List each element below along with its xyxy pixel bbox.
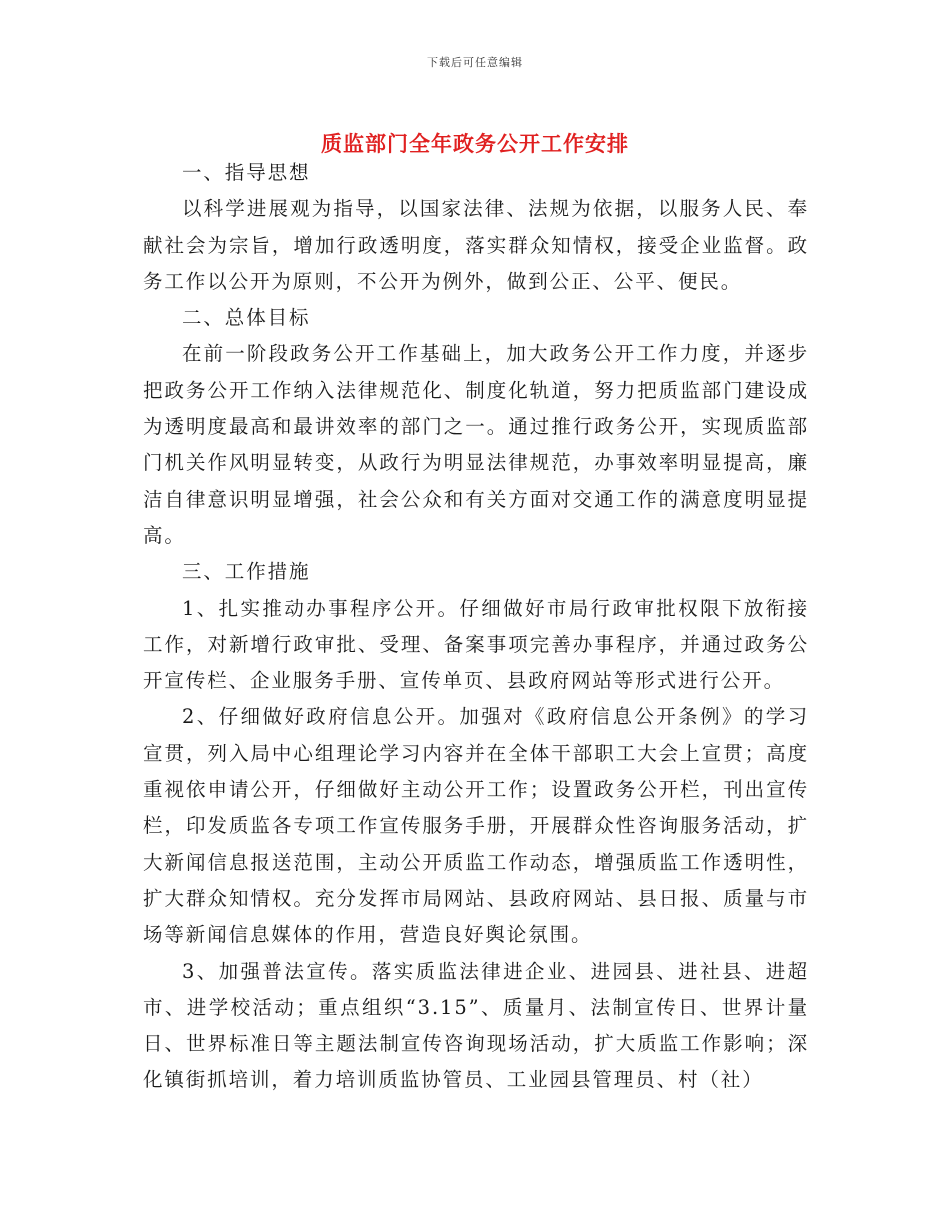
section-heading: 二、总体目标 [182,306,311,330]
paragraph: 在前一阶段政务公开工作基础上，加大政务公开工作力度，并逐步把政务公开工作纳入法律规范化、制度化轨道，努力把质监部门建设成为透明度最高和最讲效率的部门之一。通过推行政务公开，实现质监部门机关作风明显转变，从政行为明显法律规范，办事效率明显提高，廉洁自律意识明显增强，社会公众和有关方面对交通工作的满意度明显提高。 [143,342,809,547]
paragraph: 以科学进展观为指导，以国家法律、法规为依据，以服务人民、奉献社会为宗旨，增加行政透明度，落实群众知情权，接受企业监督。政务工作以公开为原则，不公开为例外，做到公正、公平、便民。 [143,197,809,293]
section-heading: 一、指导思想 [182,161,311,184]
paragraph: 2、仔细做好政府信息公开。加强对《政府信息公开条例》的学习宣贯，列入局中心组理论学习内容并在全体干部职工大会上宣贯；高度重视依申请公开，仔细做好主动公开工作；设置政务公开栏，刊出宣传栏，印发质监各专项工作宣传服务手册，开展群众性咨询服务活动，扩大新闻信息报送范围，主动公开质监工作动态，增强质监工作透明性，扩大群众知情权。充分发挥市局网站、县政府网站、县日报、质量与市场等新闻信息媒体的作用，营造良好舆论氛围。 [143,705,809,947]
paragraph: 1、扎实推动办事程序公开。仔细做好市局行政审批权限下放衔接工作，对新增行政审批、受理、备案事项完善办事程序，并通过政务公开宣传栏、企业服务手册、宣传单页、县政府网站等形式进行公开。 [143,596,809,693]
document-title: 质监部门全年政务公开工作安排 [321,131,629,157]
section-heading: 三、工作措施 [182,560,311,584]
paragraph: 3、加强普法宣传。落实质监法律进企业、进园县、进社县、进超市、进学校活动；重点组织“3.15”、质量月、法制宣传日、世界计量日、世界标准日等主题法制宣传咨询现场活动，扩大质监工作影响；深化镇街抓培训，着力培训质监协管员、工业园县管理员、村（社） [143,959,809,1092]
document-body [143,155,809,1099]
page-header: 下载后可任意编辑 [427,56,523,69]
